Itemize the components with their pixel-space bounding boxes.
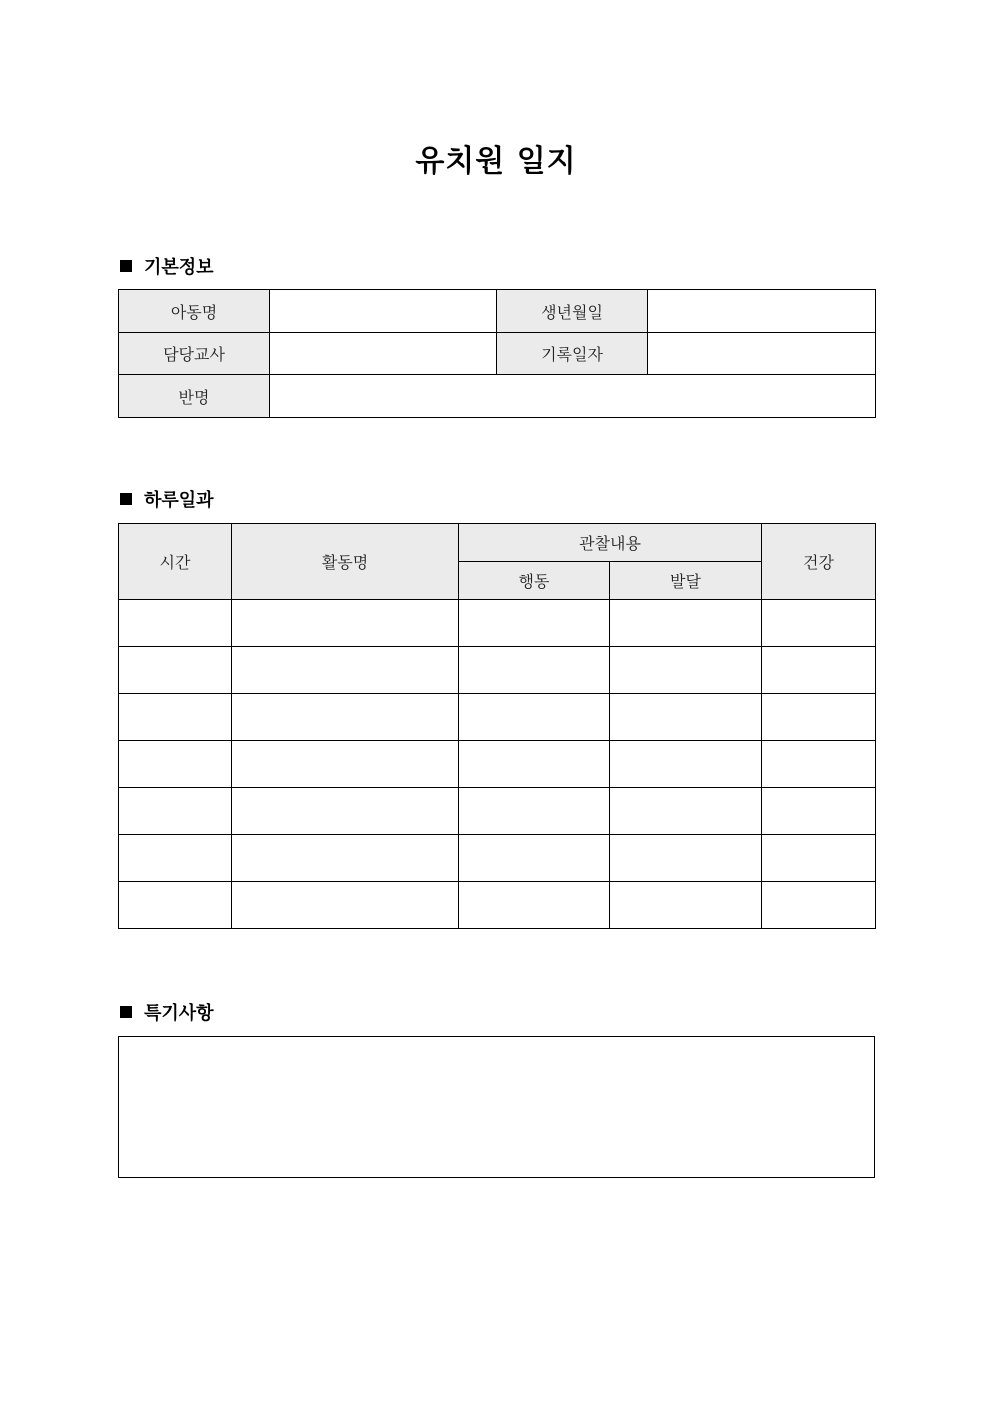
development-cell[interactable] bbox=[610, 788, 762, 835]
behavior-cell[interactable] bbox=[459, 741, 610, 788]
activity-cell[interactable] bbox=[232, 882, 459, 929]
record-date-field[interactable] bbox=[648, 333, 876, 375]
behavior-cell[interactable] bbox=[459, 694, 610, 741]
notes-heading bbox=[118, 999, 214, 1025]
behavior-cell[interactable] bbox=[459, 788, 610, 835]
health-cell[interactable] bbox=[762, 882, 876, 929]
basic-info-row bbox=[119, 333, 876, 375]
basic-info-row bbox=[119, 375, 876, 418]
health-cell[interactable] bbox=[762, 694, 876, 741]
teacher-label: 담당교사 bbox=[119, 333, 270, 375]
child-name-field[interactable] bbox=[270, 290, 497, 333]
behavior-cell[interactable] bbox=[459, 835, 610, 882]
record-date-label: 기록일자 bbox=[497, 333, 648, 375]
activity-cell[interactable] bbox=[232, 694, 459, 741]
daily-schedule-table bbox=[118, 523, 876, 929]
activity-cell[interactable] bbox=[232, 741, 459, 788]
behavior-cell[interactable] bbox=[459, 600, 610, 647]
time-cell[interactable] bbox=[119, 788, 232, 835]
time-cell[interactable] bbox=[119, 741, 232, 788]
activity-column-header: 활동명 bbox=[232, 524, 459, 600]
time-column-header: 시간 bbox=[119, 524, 232, 600]
teacher-field[interactable] bbox=[270, 333, 497, 375]
health-cell[interactable] bbox=[762, 835, 876, 882]
development-cell[interactable] bbox=[610, 882, 762, 929]
time-cell[interactable] bbox=[119, 694, 232, 741]
birth-date-label: 생년월일 bbox=[497, 290, 648, 333]
behavior-cell[interactable] bbox=[459, 882, 610, 929]
table-row bbox=[119, 835, 876, 882]
notes-field[interactable] bbox=[118, 1036, 875, 1178]
table-row bbox=[119, 600, 876, 647]
basic-info-heading-label: 기본정보 bbox=[144, 257, 214, 278]
table-row bbox=[119, 694, 876, 741]
activity-cell[interactable] bbox=[232, 788, 459, 835]
table-row bbox=[119, 788, 876, 835]
table-row bbox=[119, 647, 876, 694]
class-name-label: 반명 bbox=[119, 375, 270, 418]
birth-date-field[interactable] bbox=[648, 290, 876, 333]
time-cell[interactable] bbox=[119, 835, 232, 882]
table-row bbox=[119, 882, 876, 929]
schedule-header-row bbox=[119, 524, 876, 562]
time-cell[interactable] bbox=[119, 600, 232, 647]
table-row bbox=[119, 741, 876, 788]
child-name-label: 아동명 bbox=[119, 290, 270, 333]
health-cell[interactable] bbox=[762, 788, 876, 835]
page-title: 유치원 일지 bbox=[415, 144, 577, 179]
development-column-header: 발달 bbox=[610, 562, 762, 600]
health-cell[interactable] bbox=[762, 600, 876, 647]
behavior-cell[interactable] bbox=[459, 647, 610, 694]
health-cell[interactable] bbox=[762, 647, 876, 694]
development-cell[interactable] bbox=[610, 600, 762, 647]
activity-cell[interactable] bbox=[232, 647, 459, 694]
schedule-body bbox=[119, 600, 876, 929]
square-bullet-icon bbox=[120, 1006, 132, 1018]
behavior-column-header: 행동 bbox=[459, 562, 610, 600]
development-cell[interactable] bbox=[610, 694, 762, 741]
development-cell[interactable] bbox=[610, 647, 762, 694]
observation-column-header: 관찰내용 bbox=[459, 524, 762, 562]
daily-schedule-heading-label: 하루일과 bbox=[144, 490, 214, 511]
activity-cell[interactable] bbox=[232, 600, 459, 647]
time-cell[interactable] bbox=[119, 647, 232, 694]
square-bullet-icon bbox=[120, 260, 132, 272]
activity-cell[interactable] bbox=[232, 835, 459, 882]
basic-info-heading bbox=[118, 253, 214, 279]
basic-info-table bbox=[118, 289, 876, 418]
class-name-field[interactable] bbox=[270, 375, 876, 418]
square-bullet-icon bbox=[120, 493, 132, 505]
health-cell[interactable] bbox=[762, 741, 876, 788]
daily-schedule-heading bbox=[118, 486, 214, 512]
development-cell[interactable] bbox=[610, 741, 762, 788]
development-cell[interactable] bbox=[610, 835, 762, 882]
notes-heading-label: 특기사항 bbox=[144, 1003, 214, 1024]
basic-info-row bbox=[119, 290, 876, 333]
time-cell[interactable] bbox=[119, 882, 232, 929]
health-column-header: 건강 bbox=[762, 524, 876, 600]
